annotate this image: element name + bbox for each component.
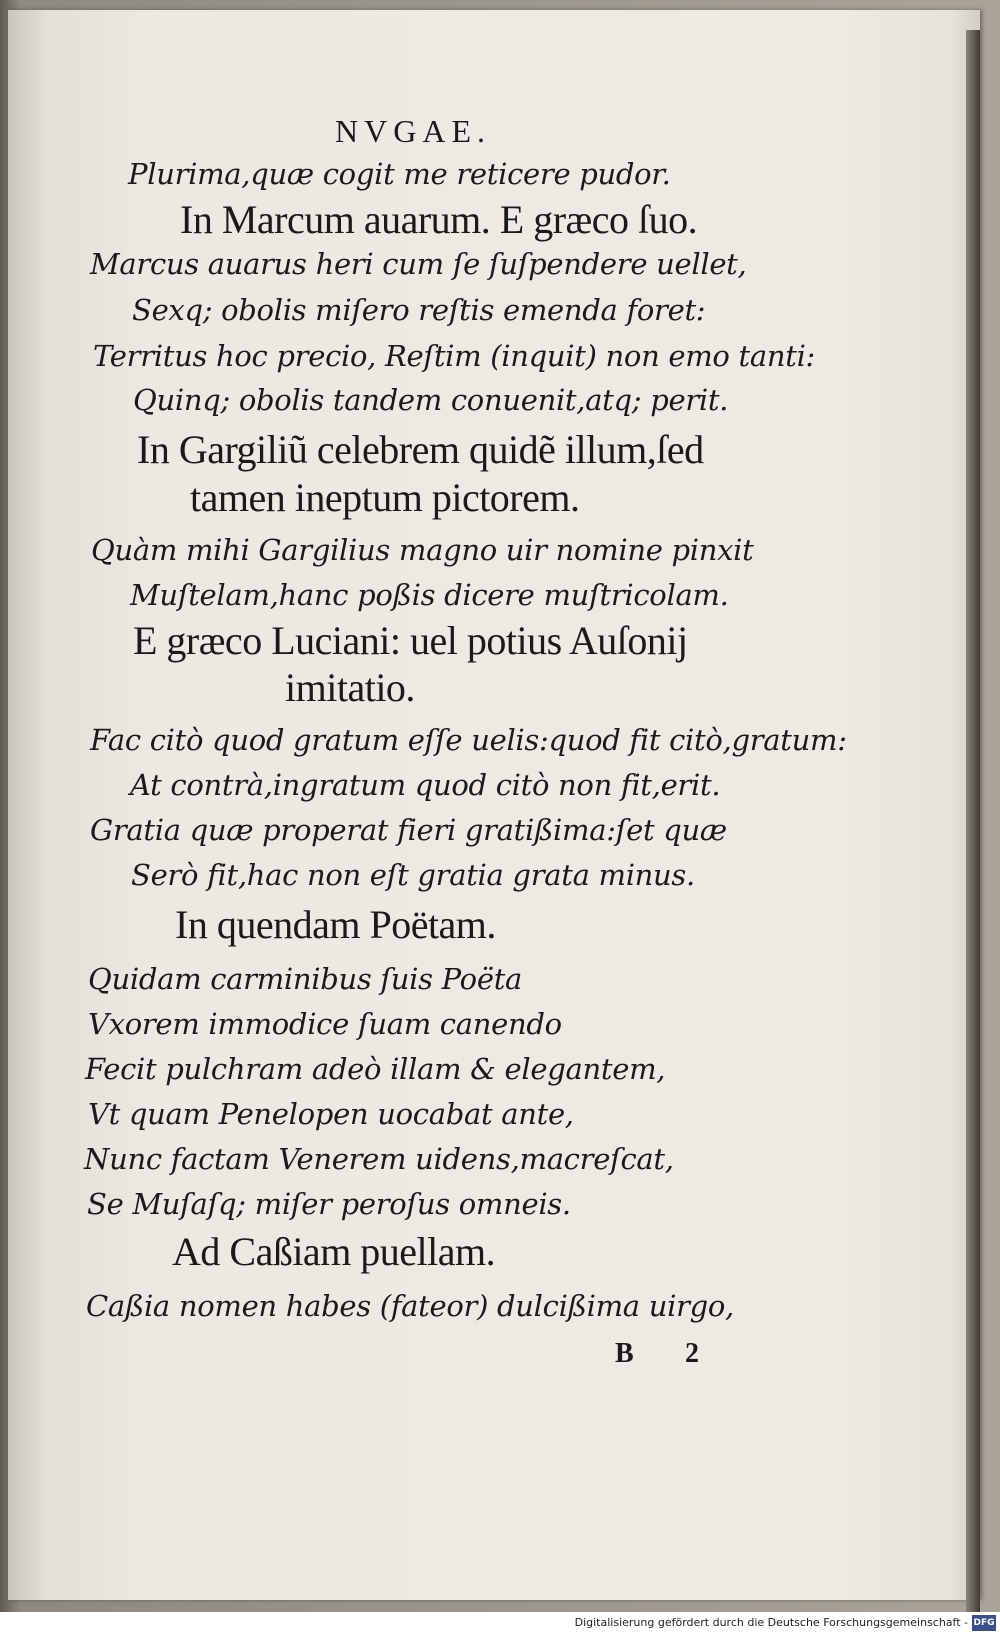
footer-bar	[0, 1612, 1000, 1636]
footer-credit: Digitalisierung gefördert durch die Deutsche Forschungsgemeinschaft -	[574, 1616, 968, 1629]
text-line: Quinq; obolis tandem conuenit,atq; perit.	[133, 383, 729, 417]
running-head: NVGAE.	[335, 113, 491, 149]
heading-line: In Gargiliũ celebrem quidẽ illum,ſed	[137, 427, 704, 472]
text-line: Caßia nomen habes (fateor) dulcißima uirgo,	[86, 1289, 734, 1323]
text-line: At contrà,ingratum quod citò non fit,erit.	[130, 768, 721, 802]
text-line: Nunc factam Venerem uidens,macreſcat,	[84, 1142, 674, 1176]
heading-line: imitatio.	[285, 665, 415, 710]
text-line: Vt quam Penelopen uocabat ante,	[88, 1097, 574, 1131]
text-line: Quidam carminibus ſuis Poëta	[88, 962, 523, 996]
text-line: Marcus auarus heri cum ſe ſuſpendere uellet,	[90, 247, 747, 281]
heading-line: In quendam Poëtam.	[175, 902, 496, 947]
text-line: Muſtelam,hanc poßis dicere muſtricolam.	[130, 578, 729, 612]
text-line: Quàm mihi Gargilius magno uir nomine pinxit	[91, 533, 754, 567]
heading-line: tamen ineptum pictorem.	[190, 475, 580, 520]
dfg-logo-icon: DFG	[972, 1615, 996, 1631]
heading-line: E græco Luciani: uel potius Auſonij	[133, 618, 688, 663]
text-line: Territus hoc precio, Reſtim (inquit) non emo tanti:	[93, 339, 816, 373]
signature-mark: B	[615, 1338, 634, 1369]
text-line: Vxorem immodice ſuam canendo	[88, 1007, 562, 1041]
heading-line: Ad Caßiam puellam.	[172, 1229, 496, 1274]
page-edge	[966, 30, 980, 1620]
text-line: Plurima,quæ cogit me reticere pudor.	[128, 157, 671, 191]
text-line: Se Muſaſq; miſer peroſus omneis.	[87, 1187, 571, 1221]
text-line: Sexq; obolis miſero reſtis emenda foret:	[132, 293, 706, 327]
heading-line: In Marcum auarum. E græco ſuo.	[180, 197, 698, 242]
text-line: Serò fit,hac non eſt gratia grata minus.	[131, 858, 695, 892]
text-line: Fac citò quod gratum eſſe uelis:quod fit citò,gratum:	[90, 723, 847, 757]
text-line: Fecit pulchram adeò illam & elegantem,	[85, 1052, 666, 1086]
text-line: Gratia quæ properat fieri gratißima:ſet quæ	[90, 813, 727, 847]
signature-number: 2	[685, 1338, 699, 1369]
